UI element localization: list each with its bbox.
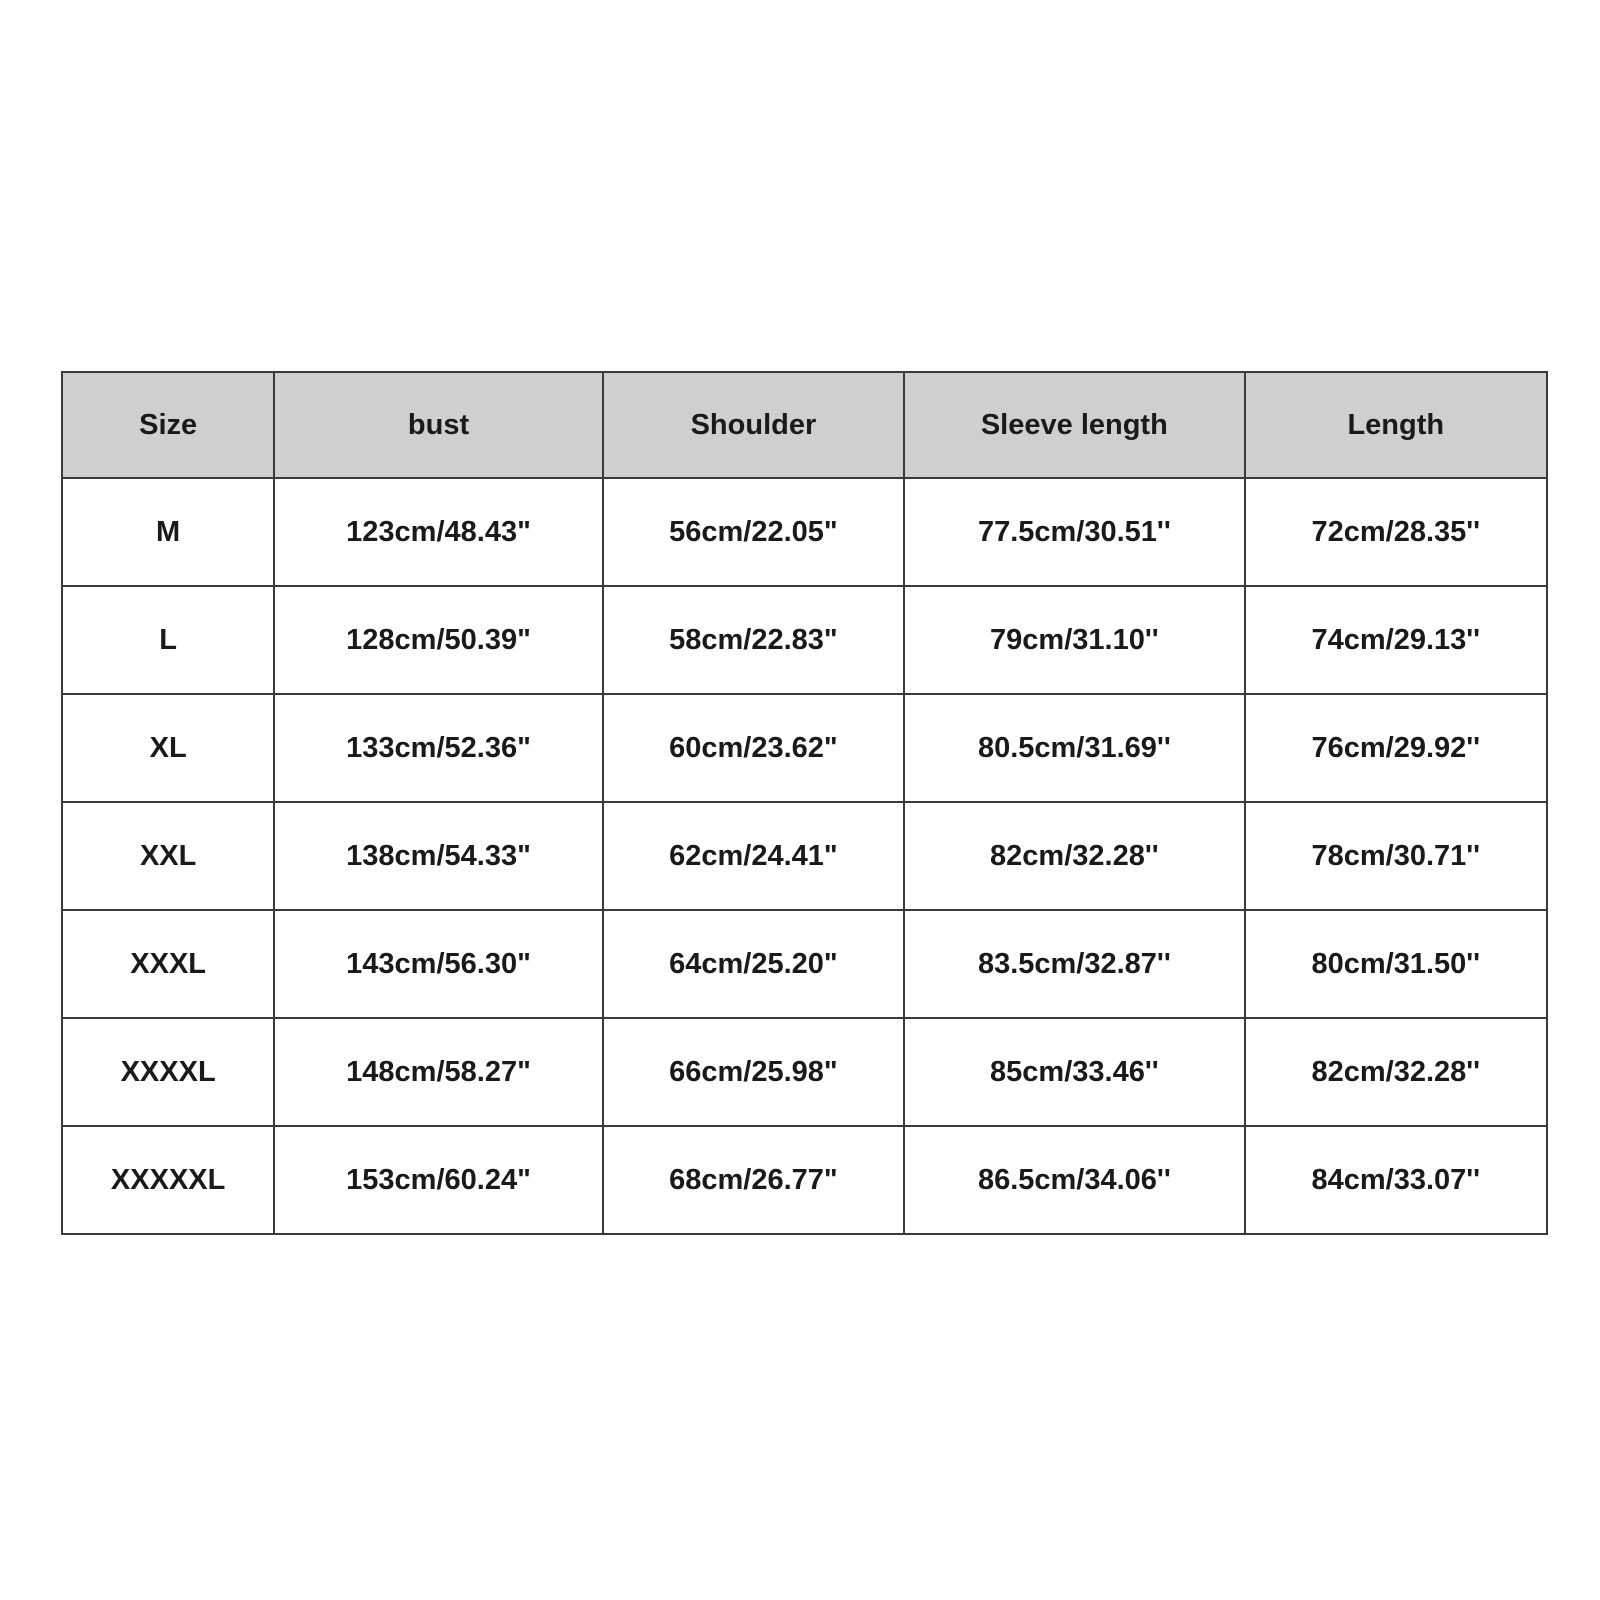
cell-bust: 143cm/56.30" (274, 910, 602, 1018)
cell-shoulder: 68cm/26.77" (603, 1126, 904, 1234)
cell-length: 84cm/33.07'' (1245, 1126, 1547, 1234)
cell-sleeve-length: 85cm/33.46'' (904, 1018, 1244, 1126)
cell-size: XL (62, 694, 274, 802)
header-sleeve-length: Sleeve length (904, 372, 1244, 478)
table-row (62, 586, 1547, 694)
cell-shoulder: 62cm/24.41" (603, 802, 904, 910)
cell-bust: 138cm/54.33" (274, 802, 602, 910)
size-chart-table (61, 371, 1548, 1235)
cell-sleeve-length: 82cm/32.28'' (904, 802, 1244, 910)
cell-sleeve-length: 83.5cm/32.87'' (904, 910, 1244, 1018)
cell-bust: 133cm/52.36" (274, 694, 602, 802)
table-row (62, 1018, 1547, 1126)
table-row (62, 478, 1547, 586)
cell-sleeve-length: 79cm/31.10'' (904, 586, 1244, 694)
cell-size: M (62, 478, 274, 586)
cell-sleeve-length: 80.5cm/31.69'' (904, 694, 1244, 802)
cell-size: XXL (62, 802, 274, 910)
table-row (62, 802, 1547, 910)
cell-size: XXXXL (62, 1018, 274, 1126)
cell-size: L (62, 586, 274, 694)
cell-shoulder: 60cm/23.62" (603, 694, 904, 802)
table-body (62, 478, 1547, 1234)
cell-bust: 123cm/48.43" (274, 478, 602, 586)
header-length: Length (1245, 372, 1547, 478)
cell-bust: 153cm/60.24" (274, 1126, 602, 1234)
cell-bust: 128cm/50.39" (274, 586, 602, 694)
cell-length: 76cm/29.92'' (1245, 694, 1547, 802)
cell-bust: 148cm/58.27" (274, 1018, 602, 1126)
table-row (62, 694, 1547, 802)
header-size: Size (62, 372, 274, 478)
cell-length: 72cm/28.35'' (1245, 478, 1547, 586)
table-row (62, 1126, 1547, 1234)
cell-shoulder: 64cm/25.20" (603, 910, 904, 1018)
cell-length: 82cm/32.28'' (1245, 1018, 1547, 1126)
table-header (62, 372, 1547, 478)
cell-length: 74cm/29.13'' (1245, 586, 1547, 694)
header-shoulder: Shoulder (603, 372, 904, 478)
header-row (62, 372, 1547, 478)
cell-shoulder: 56cm/22.05" (603, 478, 904, 586)
cell-shoulder: 58cm/22.83" (603, 586, 904, 694)
cell-size: XXXXXL (62, 1126, 274, 1234)
cell-length: 80cm/31.50'' (1245, 910, 1547, 1018)
cell-size: XXXL (62, 910, 274, 1018)
cell-shoulder: 66cm/25.98" (603, 1018, 904, 1126)
header-bust: bust (274, 372, 602, 478)
cell-sleeve-length: 86.5cm/34.06'' (904, 1126, 1244, 1234)
table-row (62, 910, 1547, 1018)
cell-sleeve-length: 77.5cm/30.51'' (904, 478, 1244, 586)
cell-length: 78cm/30.71'' (1245, 802, 1547, 910)
